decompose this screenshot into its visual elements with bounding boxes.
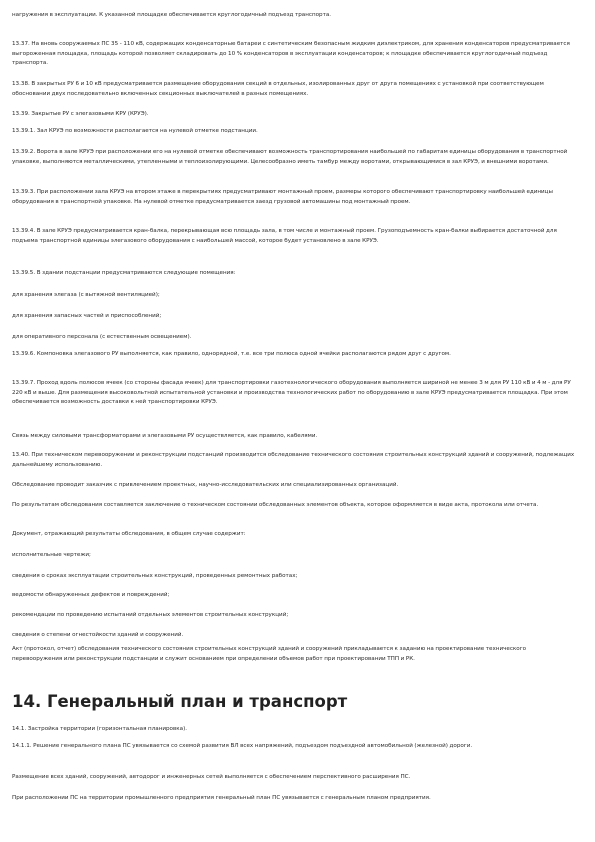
section-heading: 14. Генеральный план и транспорт — [12, 692, 348, 711]
paragraph: 13.40. При техническом перевооружении и реконструкции подстанций производится обследование технического состояния строительных конструкций зданий и сооружений, подлежащих дальнейшему использованию. — [12, 452, 575, 468]
list-item: рекомендации по проведению испытаний отдельных элементов строительных конструкций; — [12, 612, 289, 618]
paragraph: 13.38. В закрытых РУ 6 и 10 кВ предусматривается размещение оборудования секций в отдельных, изолированных друг от друга помещениях с установкой при соответствующем обосновании двух последовательно включенных секционных выключателей в разных помещениях. — [12, 81, 544, 97]
paragraph: Документ, отражающий результаты обследования, в общем случае содержит: — [12, 531, 246, 537]
paragraph: 14.1.1. Решение генерального плана ПС увязывается со схемой развития ВЛ всех напряжений, подъездом подъездной автомобильной (железной) дороги. — [12, 743, 473, 749]
paragraph: 13.39.2. Ворота в зале КРУЭ при расположении его на нулевой отметке обеспечивают возможность транспортирования наибольшей по габаритам единицы оборудования в транспортной упаковке, выполняются металлическими, утепленными и теплоизолирующими. Целесообразно иметь тамбур между воротами, открывающимися в зал КРУЭ, и внешними воротами. — [12, 149, 568, 165]
list-item: сведения о степени огнестойкости зданий и сооружений. — [12, 632, 184, 638]
list-item: сведения о сроках эксплуатации строительных конструкций, проведенных ремонтных работах; — [12, 573, 298, 579]
paragraph: 13.39.4. В зале КРУЭ предусматривается кран-балка, перекрывающая всю площадь зала, в том числе и монтажный проем. Грузоподъемность кран-балки выбирается достаточной для подъема транспортной единицы элегазового оборудования с наибольшей массой, которое будет установлено в зале КРУЭ. — [12, 228, 557, 244]
list-item: для оперативного персонала (с естественным освещением). — [12, 334, 192, 340]
paragraph: 13.39.7. Проход вдоль полюсов ячеек (со стороны фасада ячеек) для транспортировки газотехнологического оборудования выполняется шириной не менее 3 м для РУ 110 кВ и 4 м - для РУ 220 кВ и выше. Для размещения высоковольтной испытательной установки и производства технологических работ по оборудованию в зале КРУЭ предусматривается площадка. При этом обеспечивается возможность доставки к ней транспортировки КРУЭ. — [12, 380, 571, 406]
paragraph: Обследование проводит заказчик с привлечением проектных, научно-исследовательских или специализированных организаций. — [12, 482, 399, 488]
paragraph: При расположении ПС на территории промышленного предприятия генеральный план ПС увязывается с генеральным планом предприятия. — [12, 795, 431, 801]
paragraph: 13.39.6. Компоновка элегазового РУ выполняется, как правило, однорядной, т.е. все три полюса одной ячейки располагаются рядом друг с другом. — [12, 351, 451, 357]
list-item: для хранения запасных частей и приспособлений; — [12, 313, 162, 319]
paragraph: 13.37. На вновь сооружаемых ПС 35 - 110 кВ, содержащих конденсаторные батареи с синтетическим безопасным жидким диэлектриком, для хранения конденсаторов предусматривается выгороженная площадка, площадь которой позволяет складировать до 10 % конденсаторов в эксплуатации конденсаторов; к площадке обеспечивается круглогодичный подъезд транспорта. — [12, 41, 570, 67]
paragraph: 14.1. Застройка территории (горизонтальная планировка). — [12, 726, 188, 732]
paragraph: 13.39.5. В здании подстанции предусматриваются следующие помещения: — [12, 270, 236, 276]
list-item: для хранения элегаза (с вытяжной вентиляцией); — [12, 292, 160, 298]
paragraph: По результатам обследования составляется заключение о техническом состоянии обследованных элементов объекта, которое оформляется в виде акта, протокола или отчета. — [12, 502, 539, 508]
list-item: исполнительные чертежи; — [12, 552, 91, 558]
paragraph: Размещение всех зданий, сооружений, автодорог и инженерных сетей выполняется с обеспечением перспективного расширения ПС. — [12, 774, 411, 780]
paragraph: 13.39.3. При расположении зала КРУЭ на втором этаже в перекрытиях предусматривают монтажный проем, размеры которого обеспечивают транспортировку наибольшей единицы оборудования в транспортной упаковке. На нулевой отметке предусматривается заезд грузовой автомашины под монтажный проем. — [12, 189, 553, 205]
paragraph: 13.39. Закрытые РУ с элегазовыми КРУ (КРУЭ). — [12, 111, 149, 117]
list-item: ведомости обнаруженных дефектов и повреждений; — [12, 592, 170, 598]
paragraph: Связь между силовыми трансформаторами и элегазовыми РУ осуществляется, как правило, кабелями. — [12, 433, 318, 439]
paragraph: Акт (протокол, отчет) обследования технического состояния строительных конструкций зданий и сооружений прикладывается к заданию на проектирование технического перевооружения или реконструкции подстанции и служит основанием при определении объемов работ при проектировании ТПП и РК. — [12, 646, 527, 662]
paragraph: 13.39.1. Зал КРУЭ по возможности располагается на нулевой отметке подстанции. — [12, 128, 258, 134]
paragraph: нагружения в эксплуатации. К указанной площадке обеспечивается круглогодичный подъезд транспорта. — [12, 12, 332, 18]
